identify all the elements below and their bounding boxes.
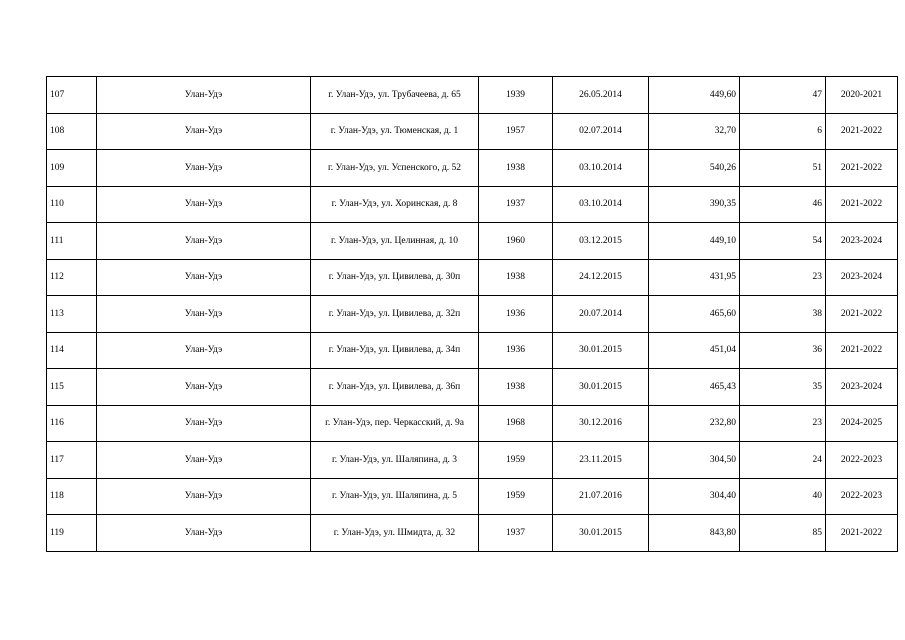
- date-cell: 30.01.2015: [553, 369, 649, 406]
- period-cell: 2020-2021: [826, 77, 898, 114]
- city-cell: Улан-Удэ: [97, 369, 311, 406]
- table-row: [47, 442, 898, 479]
- city-cell: Улан-Удэ: [97, 223, 311, 260]
- table-row: [47, 223, 898, 260]
- period-cell: 2021-2022: [826, 332, 898, 369]
- row-number: 107: [47, 77, 97, 114]
- row-number: 116: [47, 405, 97, 442]
- row-number: 111: [47, 223, 97, 260]
- year-built-cell: 1939: [479, 77, 553, 114]
- address-cell: г. Улан-Удэ, ул. Шаляпина, д. 5: [311, 478, 479, 515]
- area-cell: 465,43: [649, 369, 740, 406]
- city-cell: Улан-Удэ: [97, 515, 311, 552]
- count-cell: 47: [740, 77, 826, 114]
- area-cell: 449,10: [649, 223, 740, 260]
- count-cell: 51: [740, 150, 826, 187]
- table-row: [47, 332, 898, 369]
- count-cell: 6: [740, 113, 826, 150]
- year-built-cell: 1938: [479, 150, 553, 187]
- period-cell: 2022-2023: [826, 478, 898, 515]
- housing-table: [46, 76, 898, 552]
- city-cell: Улан-Удэ: [97, 478, 311, 515]
- city-cell: Улан-Удэ: [97, 442, 311, 479]
- address-cell: г. Улан-Удэ, ул. Шмидта, д. 32: [311, 515, 479, 552]
- city-cell: Улан-Удэ: [97, 77, 311, 114]
- count-cell: 54: [740, 223, 826, 260]
- address-cell: г. Улан-Удэ, ул. Цивилева, д. 32п: [311, 296, 479, 333]
- area-cell: 431,95: [649, 259, 740, 296]
- address-cell: г. Улан-Удэ, ул. Цивилева, д. 30п: [311, 259, 479, 296]
- count-cell: 40: [740, 478, 826, 515]
- address-cell: г. Улан-Удэ, пер. Черкасский, д. 9а: [311, 405, 479, 442]
- row-number: 113: [47, 296, 97, 333]
- count-cell: 36: [740, 332, 826, 369]
- date-cell: 03.12.2015: [553, 223, 649, 260]
- year-built-cell: 1936: [479, 296, 553, 333]
- count-cell: 23: [740, 259, 826, 296]
- address-cell: г. Улан-Удэ, ул. Успенского, д. 52: [311, 150, 479, 187]
- table-row: [47, 405, 898, 442]
- address-cell: г. Улан-Удэ, ул. Целинная, д. 10: [311, 223, 479, 260]
- row-number: 110: [47, 186, 97, 223]
- date-cell: 26.05.2014: [553, 77, 649, 114]
- year-built-cell: 1937: [479, 186, 553, 223]
- table-row: [47, 259, 898, 296]
- date-cell: 24.12.2015: [553, 259, 649, 296]
- count-cell: 85: [740, 515, 826, 552]
- area-cell: 304,50: [649, 442, 740, 479]
- table-row: [47, 369, 898, 406]
- area-cell: 465,60: [649, 296, 740, 333]
- city-cell: Улан-Удэ: [97, 113, 311, 150]
- city-cell: Улан-Удэ: [97, 259, 311, 296]
- table-row: [47, 186, 898, 223]
- table-row: [47, 478, 898, 515]
- area-cell: 449,60: [649, 77, 740, 114]
- date-cell: 30.01.2015: [553, 515, 649, 552]
- area-cell: 540,26: [649, 150, 740, 187]
- table-row: [47, 113, 898, 150]
- row-number: 109: [47, 150, 97, 187]
- area-cell: 304,40: [649, 478, 740, 515]
- date-cell: 30.12.2016: [553, 405, 649, 442]
- count-cell: 46: [740, 186, 826, 223]
- date-cell: 30.01.2015: [553, 332, 649, 369]
- period-cell: 2021-2022: [826, 186, 898, 223]
- address-cell: г. Улан-Удэ, ул. Тюменская, д. 1: [311, 113, 479, 150]
- year-built-cell: 1936: [479, 332, 553, 369]
- row-number: 119: [47, 515, 97, 552]
- city-cell: Улан-Удэ: [97, 150, 311, 187]
- year-built-cell: 1959: [479, 442, 553, 479]
- year-built-cell: 1968: [479, 405, 553, 442]
- address-cell: г. Улан-Удэ, ул. Хоринская, д. 8: [311, 186, 479, 223]
- table-row: [47, 296, 898, 333]
- date-cell: 02.07.2014: [553, 113, 649, 150]
- period-cell: 2024-2025: [826, 405, 898, 442]
- area-cell: 32,70: [649, 113, 740, 150]
- period-cell: 2021-2022: [826, 296, 898, 333]
- year-built-cell: 1938: [479, 369, 553, 406]
- row-number: 118: [47, 478, 97, 515]
- year-built-cell: 1960: [479, 223, 553, 260]
- address-cell: г. Улан-Удэ, ул. Трубачеева, д. 65: [311, 77, 479, 114]
- period-cell: 2022-2023: [826, 442, 898, 479]
- city-cell: Улан-Удэ: [97, 296, 311, 333]
- row-number: 115: [47, 369, 97, 406]
- table-row: [47, 515, 898, 552]
- count-cell: 35: [740, 369, 826, 406]
- city-cell: Улан-Удэ: [97, 186, 311, 223]
- count-cell: 24: [740, 442, 826, 479]
- table-row: [47, 77, 898, 114]
- period-cell: 2021-2022: [826, 113, 898, 150]
- count-cell: 23: [740, 405, 826, 442]
- date-cell: 03.10.2014: [553, 150, 649, 187]
- row-number: 108: [47, 113, 97, 150]
- date-cell: 20.07.2014: [553, 296, 649, 333]
- year-built-cell: 1937: [479, 515, 553, 552]
- area-cell: 451,04: [649, 332, 740, 369]
- area-cell: 232,80: [649, 405, 740, 442]
- row-number: 114: [47, 332, 97, 369]
- area-cell: 390,35: [649, 186, 740, 223]
- address-cell: г. Улан-Удэ, ул. Цивилева, д. 34п: [311, 332, 479, 369]
- period-cell: 2023-2024: [826, 259, 898, 296]
- row-number: 117: [47, 442, 97, 479]
- period-cell: 2021-2022: [826, 150, 898, 187]
- year-built-cell: 1957: [479, 113, 553, 150]
- city-cell: Улан-Удэ: [97, 332, 311, 369]
- address-cell: г. Улан-Удэ, ул. Шаляпина, д. 3: [311, 442, 479, 479]
- table-body: [47, 77, 898, 552]
- table-row: [47, 150, 898, 187]
- date-cell: 23.11.2015: [553, 442, 649, 479]
- date-cell: 21.07.2016: [553, 478, 649, 515]
- period-cell: 2021-2022: [826, 515, 898, 552]
- row-number: 112: [47, 259, 97, 296]
- count-cell: 38: [740, 296, 826, 333]
- city-cell: Улан-Удэ: [97, 405, 311, 442]
- period-cell: 2023-2024: [826, 369, 898, 406]
- year-built-cell: 1938: [479, 259, 553, 296]
- area-cell: 843,80: [649, 515, 740, 552]
- period-cell: 2023-2024: [826, 223, 898, 260]
- year-built-cell: 1959: [479, 478, 553, 515]
- address-cell: г. Улан-Удэ, ул. Цивилева, д. 36п: [311, 369, 479, 406]
- date-cell: 03.10.2014: [553, 186, 649, 223]
